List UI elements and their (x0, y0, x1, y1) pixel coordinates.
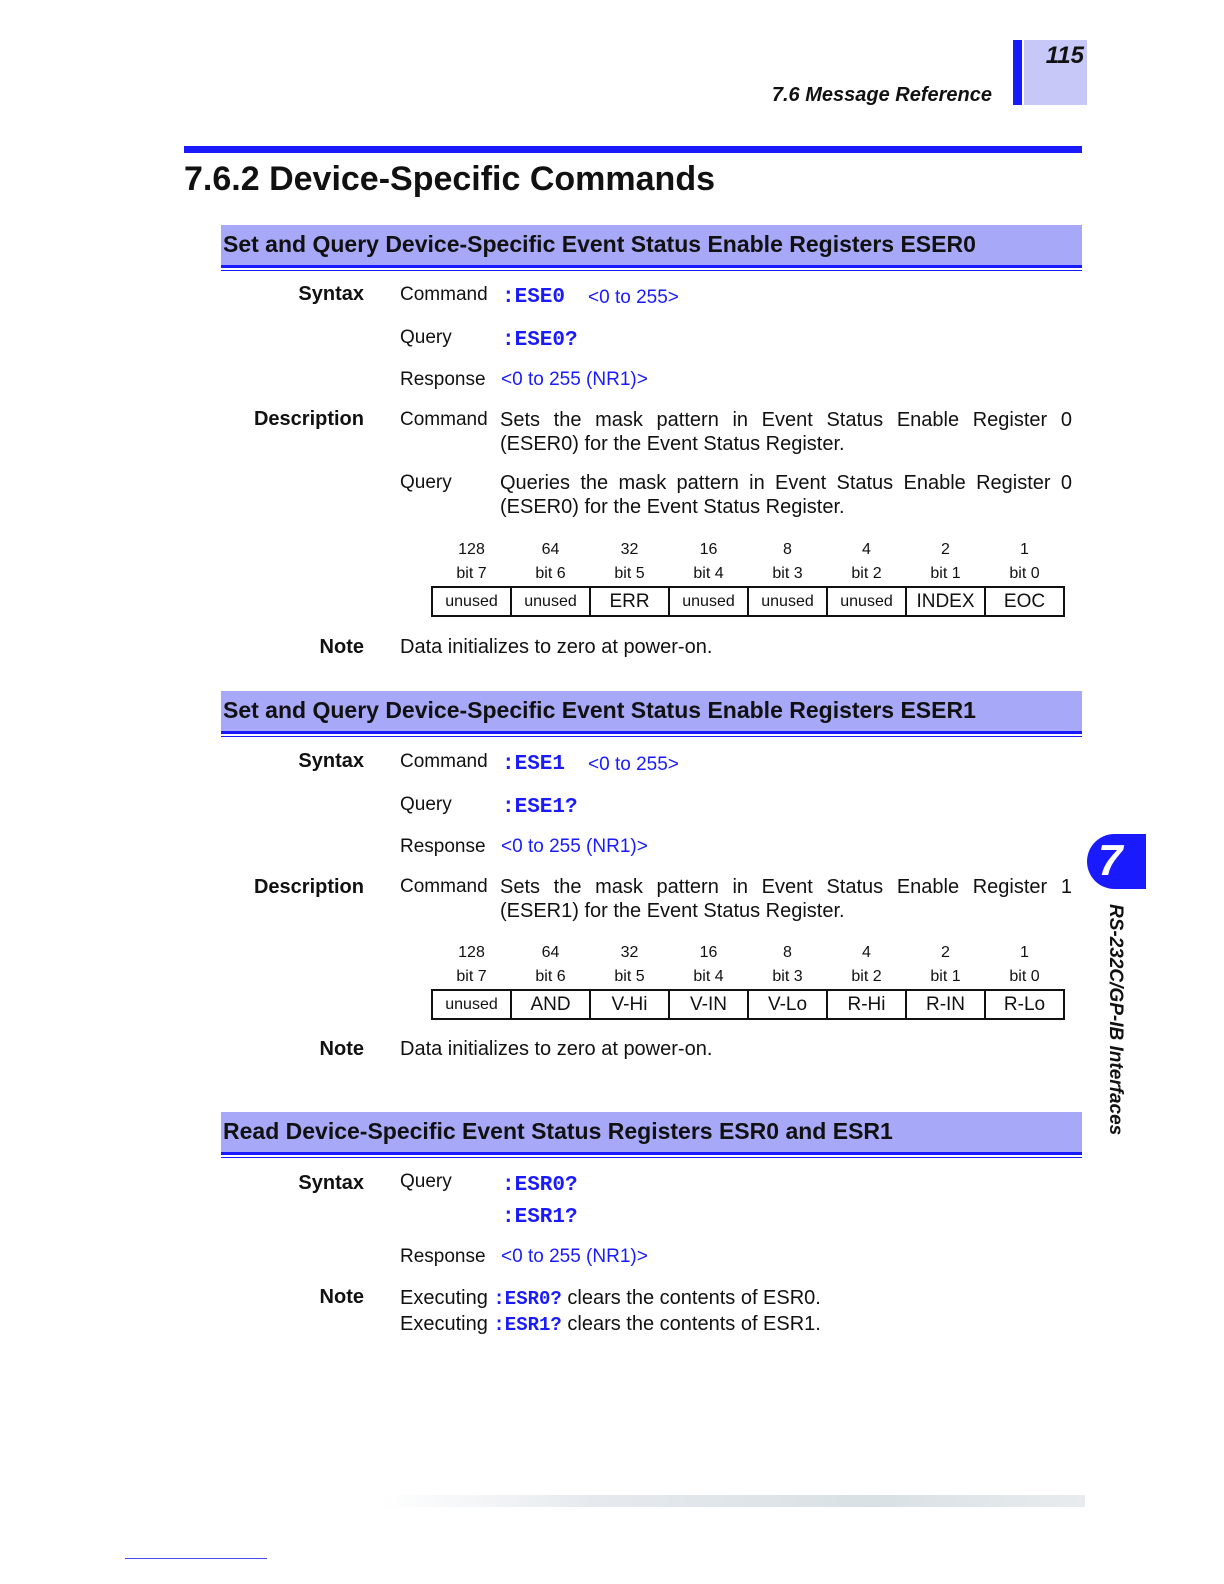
eser0-bit-4: bit 4 (693, 565, 724, 582)
eser0-cell-2: unused (827, 587, 906, 616)
eser0-command-label: Command (400, 284, 488, 305)
eser1-bit-2: bit 2 (851, 968, 882, 985)
eser1-note: Data initializes to zero at power-on. (400, 1038, 713, 1060)
eser0-desc-command: Sets the mask pattern in Event Status Enable Register 0 (ESER0) for the Event Status Register. (500, 409, 1072, 455)
page-number: 115 (1045, 42, 1084, 69)
eser0-bit-0: bit 0 (1009, 565, 1040, 582)
eser1-note-label: Note (319, 1038, 364, 1060)
eser0-heading-rule-thin (221, 270, 1082, 271)
eser1-weight-5: 32 (620, 944, 639, 961)
esr-note-suffix-0: clears the contents of ESR0. (567, 1287, 821, 1309)
eser1-heading-rule (221, 731, 1082, 734)
eser1-command-param: <0 to 255> (588, 754, 679, 775)
esr-note-prefix-0: Executing (400, 1287, 488, 1309)
eser0-weight-6: 64 (541, 541, 560, 558)
eser1-response: <0 to 255 (NR1)> (501, 836, 648, 857)
eser1-bit-6: bit 6 (535, 968, 566, 985)
header-accent-bar (1013, 40, 1022, 105)
eser1-response-label: Response (400, 836, 486, 857)
esr-note-line-1 (400, 1313, 821, 1336)
esr-query-1: :ESR1? (502, 1206, 578, 1229)
footer-decoration (380, 1495, 1085, 1507)
eser0-weight-3: 8 (783, 541, 792, 558)
esr-query-0: :ESR0? (502, 1174, 578, 1197)
esr-note-label: Note (319, 1286, 364, 1308)
eser0-bit-table (431, 538, 1065, 617)
chapter-label: RS-232C/GP-IB Interfaces (1105, 904, 1126, 1136)
eser1-desc-command: Sets the mask pattern in Event Status Enable Register 1 (ESER1) for the Event Status Register. (500, 876, 1072, 922)
eser1-weight-6: 64 (541, 944, 560, 961)
eser1-desc-command-label: Command (400, 876, 488, 897)
eser0-syntax-label: Syntax (298, 283, 364, 305)
eser1-syntax-label: Syntax (298, 750, 364, 772)
esr-note-prefix-1: Executing (400, 1313, 488, 1335)
eser1-heading-rule-thin (221, 736, 1082, 737)
eser1-bit-7: bit 7 (456, 968, 487, 985)
eser1-heading: Set and Query Device-Specific Event Status Enable Registers ESER1 (221, 691, 1082, 733)
esr-syntax-label: Syntax (298, 1172, 364, 1194)
eser1-weight-1: 2 (941, 944, 950, 961)
eser1-cell-1: R-IN (906, 990, 985, 1019)
eser1-cell-5: V-Hi (590, 990, 669, 1019)
section-title: 7.6.2 Device-Specific Commands (184, 160, 716, 198)
eser1-cell-4: V-IN (669, 990, 748, 1019)
eser0-heading-rule (221, 265, 1082, 268)
eser0-response-label: Response (400, 369, 486, 390)
eser1-bit-3: bit 3 (772, 968, 803, 985)
eser1-cell-6: AND (511, 990, 590, 1019)
eser1-description-label: Description (253, 876, 364, 898)
esr-note-suffix-1: clears the contents of ESR1. (567, 1313, 821, 1335)
eser1-query: :ESE1? (502, 796, 578, 819)
eser0-bit-3: bit 3 (772, 565, 803, 582)
eser0-cell-4: unused (669, 587, 748, 616)
eser1-weight-7: 128 (458, 944, 485, 961)
running-header: 7.6 Message Reference (771, 84, 992, 106)
esr-heading: Read Device-Specific Event Status Registers ESR0 and ESR1 (221, 1112, 1082, 1154)
eser0-heading: Set and Query Device-Specific Event Status Enable Registers ESER0 (221, 225, 1082, 267)
eser1-cell-3: V-Lo (748, 990, 827, 1019)
eser1-weight-3: 8 (783, 944, 792, 961)
eser1-query-label: Query (400, 794, 452, 815)
eser1-bit-1: bit 1 (930, 968, 961, 985)
eser1-cell-0: R-Lo (985, 990, 1064, 1019)
eser0-weight-0: 1 (1020, 541, 1029, 558)
esr-heading-rule (221, 1152, 1082, 1155)
eser0-desc-query-label: Query (400, 472, 452, 493)
esr-response: <0 to 255 (NR1)> (501, 1246, 648, 1267)
eser1-cell-7: unused (432, 990, 511, 1019)
eser1-command: :ESE1 (502, 753, 566, 776)
eser0-bit-6: bit 6 (535, 565, 566, 582)
eser0-bit-1: bit 1 (930, 565, 961, 582)
esr-query-label: Query (400, 1171, 452, 1192)
eser0-cell-5: ERR (590, 587, 669, 616)
eser1-command-label: Command (400, 751, 488, 772)
eser0-cell-0: EOC (985, 587, 1064, 616)
eser0-query: :ESE0? (502, 329, 578, 352)
esr-heading-rule-thin (221, 1157, 1082, 1158)
eser0-weight-4: 16 (699, 541, 718, 558)
esr-note-command-1: :ESR1? (493, 1314, 562, 1336)
eser0-command-param: <0 to 255> (588, 287, 679, 308)
esr-note-command-0: :ESR0? (493, 1288, 562, 1310)
eser0-cell-6: unused (511, 587, 590, 616)
eser0-response: <0 to 255 (NR1)> (501, 369, 648, 390)
eser0-bit-7: bit 7 (456, 565, 487, 582)
chapter-number: 7 (1098, 836, 1123, 885)
footer-rule (125, 1558, 267, 1559)
eser0-cell-1: INDEX (906, 587, 985, 616)
eser0-weight-1: 2 (941, 541, 950, 558)
eser1-bit-table (431, 941, 1065, 1020)
eser0-note: Data initializes to zero at power-on. (400, 636, 713, 658)
section-rule (184, 146, 1082, 153)
eser0-desc-query: Queries the mask pattern in Event Status Enable Register 0 (ESER0) for the Event Status Register. (500, 472, 1072, 518)
eser1-cell-2: R-Hi (827, 990, 906, 1019)
eser1-bit-4: bit 4 (693, 968, 724, 985)
eser0-weight-2: 4 (862, 541, 871, 558)
eser0-weight-7: 128 (458, 541, 485, 558)
eser0-query-label: Query (400, 327, 452, 348)
eser0-bit-2: bit 2 (851, 565, 882, 582)
eser1-weight-0: 1 (1020, 944, 1029, 961)
esr-note-line-0 (400, 1287, 821, 1310)
eser0-cell-7: unused (432, 587, 511, 616)
esr-response-label: Response (400, 1246, 486, 1267)
eser0-desc-command-label: Command (400, 409, 488, 430)
eser0-command: :ESE0 (502, 286, 566, 309)
eser0-description-label: Description (253, 408, 364, 430)
eser1-weight-2: 4 (862, 944, 871, 961)
eser0-note-label: Note (319, 636, 364, 658)
eser0-cell-3: unused (748, 587, 827, 616)
eser0-weight-5: 32 (620, 541, 639, 558)
eser0-bit-5: bit 5 (614, 565, 645, 582)
eser1-bit-5: bit 5 (614, 968, 645, 985)
eser1-weight-4: 16 (699, 944, 718, 961)
eser1-bit-0: bit 0 (1009, 968, 1040, 985)
